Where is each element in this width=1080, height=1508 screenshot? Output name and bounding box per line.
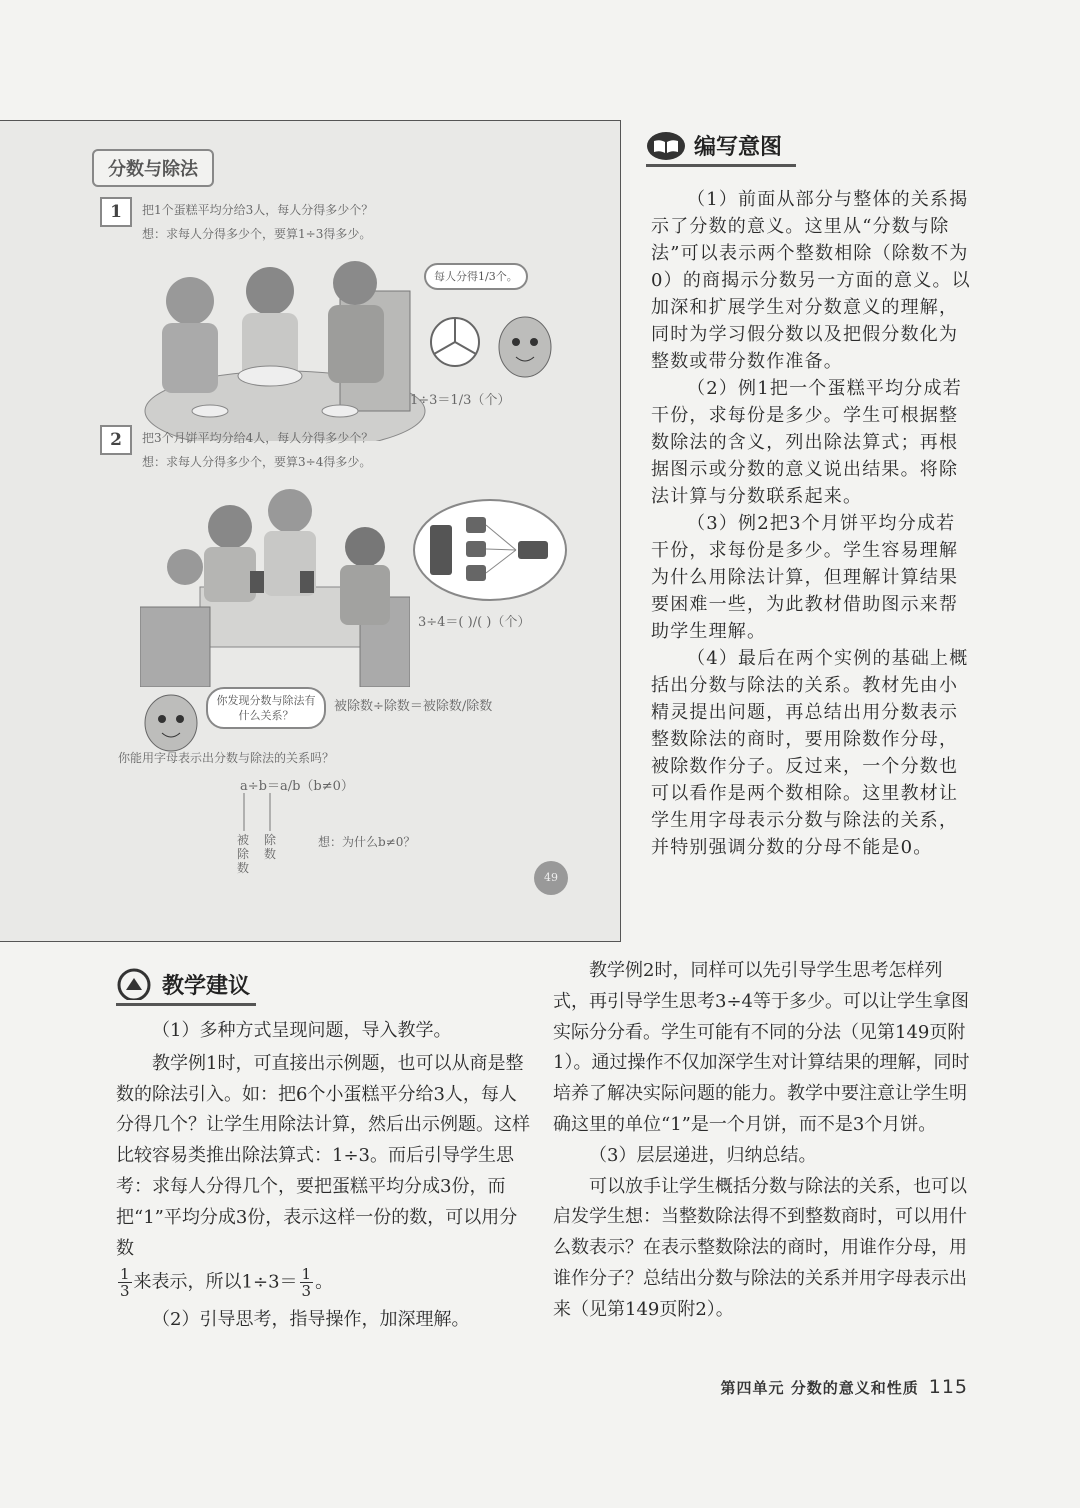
- intent-heading: [646, 130, 796, 161]
- speech-bubble-ex1: 每人分得1/3个。: [424, 263, 528, 290]
- unit-title: 第四单元 分数的意义和性质: [720, 1379, 919, 1397]
- example-1-question: 把1个蛋糕平均分给3人，每人分得多少个？: [142, 203, 374, 217]
- relation-formula: 被除数÷除数＝被除数/除数: [334, 699, 493, 714]
- teaching-hand-icon: [116, 968, 154, 1000]
- example-2-badge: 2: [100, 425, 132, 455]
- example-2-equation: 3÷4＝( )/( )（个）: [418, 615, 531, 630]
- page-footer: [721, 1376, 969, 1398]
- textbook-inset: [0, 120, 621, 942]
- fraction-one-third: $\frac{1}{3}$: [120, 1265, 130, 1301]
- divisor-label: 除数: [264, 833, 277, 861]
- sprite-character-icon: [490, 297, 560, 387]
- inset-page-number: 49: [534, 861, 568, 895]
- suggest-paragraph: 教学例2时，同样可以先引导学生思考怎样列式，再引导学生思考3÷4等于多少。可以让学生拿图实际分分看。学生可能有不同的分法（见第149页附1）。通过操作不仅加深学生对计算结果的理解，同时培养了解决实际问题的能力。教学中要注意让学生明确这里的单位“1”是一个月饼，而不是3个月饼。: [553, 960, 970, 1135]
- open-book-icon: [646, 131, 686, 161]
- suggest-point-1: （1）多种方式呈现问题，导入教学。: [152, 1020, 452, 1041]
- family-mooncake-illustration: [140, 487, 410, 687]
- think-question: 想：为什么b≠0？: [318, 835, 416, 849]
- example-1-hint: 想：求每人分得多少个，要算1÷3得多少。: [142, 227, 372, 241]
- formula-pointer-lines: [236, 793, 286, 833]
- intent-paragraph: （2）例1把一个蛋糕平均分成若干份，求每份是多少。学生可根据整数除法的含义，列出除法算式；再根据图示或分数的意义说出结果。将除法计算与分数联系起来。: [651, 378, 962, 507]
- intent-paragraph: （1）前面从部分与整体的关系揭示了分数的意义。这里从“分数与除法”可以表示两个整数相除（除数不为0）的商揭示分数另一方面的意义。以加深和扩展学生对分数意义的理解，同时为学习假分数以及把假分数化为整数或带分数作准备。: [651, 189, 971, 372]
- example-1-equation: 1÷3＝1/3（个）: [410, 393, 511, 408]
- suggest-heading-label: 教学建议: [162, 973, 251, 999]
- letter-question: 你能用字母表示出分数与除法的关系吗？: [118, 751, 335, 765]
- suggest-right-column: [553, 956, 971, 1326]
- suggest-paragraph: 教学例1时，可直接出示例题，也可以从商是整数的除法引入。如：把6个小蛋糕平分给3人，每人分得几个？让学生用除法计算，然后出示例题。这样比较容易类推出除法算式：1÷3。而后引导学生思考：求每人分得几个，要把蛋糕平均分成3份，而把“1”平均分成3份，表示这样一份的数，可以用分数: [116, 1052, 530, 1259]
- intent-paragraph: （4）最后在两个实例的基础上概括出分数与除法的关系。教材先由小精灵提出问题，再总结出用分数表示整数除法的商时，要用除数作分母，被除数作分子。反过来，一个分数也可以看作是两个数相除。这里教材让学生用字母表示分数与除法的关系，并特别强调分数的分母不能是0。: [651, 648, 969, 858]
- intent-paragraph: （3）例2把3个月饼平均分成若干份，求每份是多少。学生容易理解为什么用除法计算，但理解计算结果要困难一些，为此教材借助图示来帮助学生理解。: [651, 513, 959, 642]
- suggest-heading: [116, 968, 256, 1000]
- suggest-point-3: （3）层层递进，归纳总结。: [589, 1144, 817, 1166]
- suggest-paragraph-cont: 来表示，所以1÷3＝: [133, 1271, 298, 1293]
- speech-bubble-relation: 你发现分数与除法有什么关系？: [206, 687, 326, 729]
- pie-thirds-icon: [428, 315, 482, 369]
- suggest-left-column: [116, 1016, 532, 1336]
- intent-text: [651, 186, 971, 861]
- fraction-one-third-result: $\frac{1}{3}$: [301, 1265, 312, 1301]
- example-2-hint: 想：求每人分得多少个，要算3÷4得多少。: [142, 455, 372, 469]
- example-2-question: 把3个月饼平均分给4人，每人分得多少个？: [142, 431, 374, 445]
- intent-heading-label: 编写意图: [694, 135, 783, 160]
- family-cake-illustration: [140, 261, 430, 441]
- dividend-label: 被除数: [237, 833, 250, 875]
- inset-title: 分数与除法: [92, 149, 214, 187]
- letter-formula: a÷b＝a/b（b≠0）: [240, 779, 354, 794]
- example-1-badge: 1: [100, 197, 132, 227]
- thought-bubble-mooncakes: [410, 495, 570, 605]
- page-number: 115: [928, 1376, 968, 1398]
- suggest-paragraph: 可以放手让学生概括分数与除法的关系，也可以启发学生想：当整数除法得不到整数商时，可以用什么数表示？在表示整数除法的商时，用谁作分母，用谁作分子？总结出分数与除法的关系并用字母表示出来（见第149页附2）。: [553, 1175, 967, 1320]
- suggest-point-2: （2）引导思考，指导操作，加深理解。: [152, 1309, 470, 1331]
- period: 。: [315, 1271, 334, 1293]
